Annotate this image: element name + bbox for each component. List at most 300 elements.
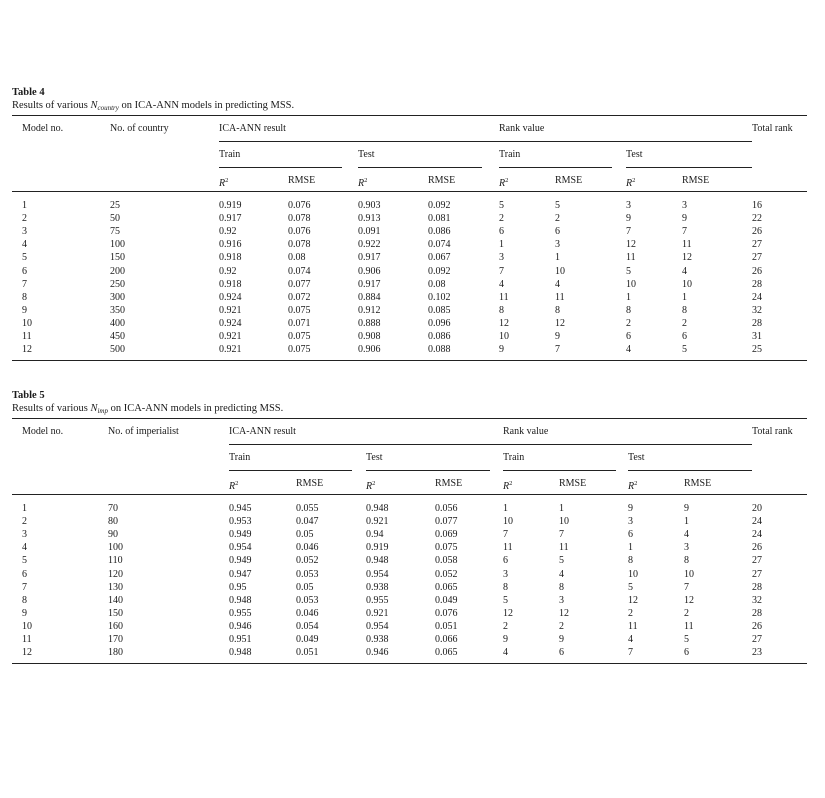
header-train-rank: Train: [499, 149, 521, 160]
table-cell: 12: [684, 594, 694, 606]
table-cell: 0.05: [296, 581, 314, 593]
table-cell: 0.919: [219, 200, 242, 211]
table-cell: 8: [626, 304, 631, 316]
table-cell: 3: [684, 542, 689, 554]
header-rank-value: Rank value: [503, 426, 549, 437]
table-cell: 26: [752, 542, 762, 554]
table-cell: 0.052: [296, 555, 319, 567]
table-cell: 0.086: [428, 226, 451, 238]
table-cell: 3: [559, 594, 564, 606]
table-cell: 0.086: [428, 331, 451, 342]
table-cell: 4: [626, 344, 631, 356]
table-cell: 0.05: [296, 529, 314, 541]
header-r-squared: [229, 478, 238, 493]
table-cell: 1: [555, 252, 560, 264]
table-cell: 12: [626, 239, 636, 251]
table-cell: 1: [684, 516, 689, 528]
table-cell: 6: [499, 226, 504, 238]
table-cell: 8: [503, 581, 508, 593]
table-cell: 6: [22, 265, 27, 277]
table-cell: 32: [752, 594, 762, 606]
table-cell: 0.95: [229, 581, 247, 593]
table-cell: 0.946: [229, 620, 252, 632]
table-cell: 0.047: [296, 516, 319, 528]
table-cell: 8: [499, 304, 504, 316]
table-cell: 7: [503, 529, 508, 541]
table-cell: 11: [626, 252, 636, 264]
header-bottom-rule: [12, 191, 807, 192]
table-cell: 0.955: [229, 607, 252, 619]
table-cell: 0.918: [219, 252, 242, 264]
table-cell: 3: [626, 200, 631, 211]
table-cell: 0.078: [288, 213, 311, 225]
table-cell: 25: [110, 200, 120, 211]
table-cell: 7: [22, 581, 27, 593]
table-cell: 0.953: [229, 516, 252, 528]
table-cell: 9: [22, 304, 27, 316]
table-cell: 0.918: [219, 278, 242, 290]
table-cell: 0.954: [366, 620, 389, 632]
table-cell: 0.946: [366, 647, 389, 659]
table-cell: 27: [752, 555, 762, 567]
table-cell: 3: [628, 516, 633, 528]
table-cell: 0.955: [366, 594, 389, 606]
table-cell: 0.076: [288, 226, 311, 238]
table-cell: 3: [499, 252, 504, 264]
table-cell: 28: [752, 278, 762, 290]
table-cell: 22: [752, 213, 762, 225]
top-rule: [12, 418, 807, 419]
table-cell: 4: [22, 542, 27, 554]
table-cell: 0.916: [219, 239, 242, 251]
table-cell: 2: [684, 607, 689, 619]
table-cell: 9: [559, 634, 564, 645]
header-model-no: Model no.: [22, 426, 64, 437]
table-cell: 0.954: [229, 542, 252, 554]
table-cell: 0.924: [219, 317, 242, 329]
table-cell: 11: [555, 291, 565, 303]
table-cell: 9: [555, 331, 560, 342]
table-cell: 20: [752, 503, 762, 514]
table-cell: 11: [22, 634, 32, 645]
table-cell: 300: [110, 291, 125, 303]
table-cell: 12: [628, 594, 638, 606]
group-rule: [229, 444, 752, 445]
subgroup-rule-train-rank: [503, 470, 616, 471]
table-cell: 0.075: [435, 542, 458, 554]
table-cell: 90: [108, 529, 118, 541]
table-cell: 0.921: [219, 331, 242, 342]
table-cell: 24: [752, 291, 762, 303]
table-cell: 10: [555, 265, 565, 277]
table-cell: 7: [684, 581, 689, 593]
header-param: No. of imperialist: [108, 426, 179, 437]
table-cell: 0.908: [358, 331, 381, 342]
table-cell: 2: [22, 516, 27, 528]
table-cell: 4: [555, 278, 560, 290]
r-squared-exponent: 2: [632, 177, 636, 184]
table-cell: 5: [499, 200, 504, 211]
table-cell: 0.053: [296, 594, 319, 606]
table-cell: 10: [684, 568, 694, 580]
table-cell: 0.076: [288, 200, 311, 211]
table-caption: [12, 99, 294, 115]
table-cell: 4: [499, 278, 504, 290]
r-squared-exponent: 2: [634, 480, 638, 487]
header-model-no: Model no.: [22, 123, 64, 134]
table-cell: 0.069: [435, 529, 458, 541]
header-test-result: Test: [366, 452, 383, 463]
r-squared-letter: R: [358, 178, 365, 189]
table-cell: 120: [108, 568, 123, 580]
header-r-squared: [219, 175, 228, 190]
r-squared-exponent: 2: [509, 480, 513, 487]
table-cell: 250: [110, 278, 125, 290]
table-cell: 0.065: [435, 647, 458, 659]
table-cell: 25: [752, 344, 762, 356]
table-cell: 11: [499, 291, 509, 303]
table-cell: 2: [555, 213, 560, 225]
caption-variable: N: [90, 100, 98, 111]
table-cell: 9: [682, 213, 687, 225]
table-cell: 0.096: [428, 317, 451, 329]
table-cell: 0.046: [296, 607, 319, 619]
table-cell: 0.917: [219, 213, 242, 225]
table-5: [12, 389, 807, 669]
table-cell: 0.088: [428, 344, 451, 356]
table-cell: 80: [108, 516, 118, 528]
table-cell: 27: [752, 239, 762, 251]
header-rmse: RMSE: [435, 478, 463, 489]
table-cell: 0.092: [428, 200, 451, 211]
table-cell: 0.067: [428, 252, 451, 264]
table-cell: 0.051: [296, 647, 319, 659]
table-cell: 5: [628, 581, 633, 593]
table-cell: 3: [22, 226, 27, 238]
table-cell: 23: [752, 647, 762, 659]
table-cell: 27: [752, 634, 762, 645]
table-cell: 0.08: [428, 278, 446, 290]
table-cell: 11: [503, 542, 513, 554]
group-rule: [219, 141, 752, 142]
table-cell: 4: [22, 239, 27, 251]
table-cell: 11: [559, 542, 569, 554]
table-cell: 400: [110, 317, 125, 329]
table-cell: 0.884: [358, 291, 381, 303]
table-cell: 3: [503, 568, 508, 580]
header-r-squared: [628, 478, 637, 493]
table-cell: 24: [752, 529, 762, 541]
table-cell: 0.948: [366, 503, 389, 514]
table-cell: 75: [110, 226, 120, 238]
table-cell: 0.072: [288, 291, 311, 303]
table-cell: 7: [682, 226, 687, 238]
table-cell: 2: [626, 317, 631, 329]
table-cell: 8: [682, 304, 687, 316]
table-cell: 6: [682, 331, 687, 342]
header-rank-value: Rank value: [499, 123, 545, 134]
table-cell: 6: [22, 568, 27, 580]
table-cell: 11: [628, 620, 638, 632]
table-cell: 0.071: [288, 317, 311, 329]
table-cell: 180: [108, 647, 123, 659]
table-cell: 7: [499, 265, 504, 277]
table-4: [12, 86, 807, 366]
table-cell: 12: [22, 344, 32, 356]
table-cell: 12: [499, 317, 509, 329]
caption-suffix: on ICA-ANN models in predicting MSS.: [118, 100, 295, 111]
header-total-rank: Total rank: [752, 426, 793, 437]
table-cell: 6: [555, 226, 560, 238]
r-squared-letter: R: [628, 481, 635, 492]
table-cell: 26: [752, 265, 762, 277]
r-squared-letter: R: [219, 178, 226, 189]
header-rmse: RMSE: [288, 175, 316, 186]
table-cell: 0.049: [296, 634, 319, 645]
table-cell: 0.94: [366, 529, 384, 541]
header-test-result: Test: [358, 149, 375, 160]
table-cell: 500: [110, 344, 125, 356]
table-cell: 0.949: [229, 555, 252, 567]
header-r-squared: [503, 478, 512, 493]
subgroup-rule-test-rank: [628, 470, 752, 471]
table-cell: 0.102: [428, 291, 451, 303]
table-cell: 11: [684, 620, 694, 632]
table-cell: 0.919: [366, 542, 389, 554]
caption-prefix: Results of various: [12, 403, 91, 414]
table-cell: 8: [628, 555, 633, 567]
bottom-rule: [12, 663, 807, 664]
table-cell: 4: [684, 529, 689, 541]
table-cell: 12: [555, 317, 565, 329]
table-cell: 2: [499, 213, 504, 225]
subgroup-rule-test-result: [366, 470, 490, 471]
table-cell: 150: [108, 607, 123, 619]
table-cell: 5: [682, 344, 687, 356]
table-cell: 9: [684, 503, 689, 514]
table-cell: 1: [503, 503, 508, 514]
table-caption: [12, 402, 283, 418]
table-cell: 200: [110, 265, 125, 277]
header-ica-ann: ICA-ANN result: [229, 426, 296, 437]
table-cell: 5: [559, 555, 564, 567]
table-cell: 0.903: [358, 200, 381, 211]
table-cell: 1: [682, 291, 687, 303]
table-cell: 4: [503, 647, 508, 659]
table-cell: 2: [22, 213, 27, 225]
table-cell: 350: [110, 304, 125, 316]
table-cell: 6: [559, 647, 564, 659]
table-cell: 0.066: [435, 634, 458, 645]
caption-suffix: on ICA-ANN models in predicting MSS.: [107, 403, 284, 414]
table-cell: 0.074: [428, 239, 451, 251]
r-squared-exponent: 2: [235, 480, 239, 487]
table-cell: 3: [682, 200, 687, 211]
r-squared-exponent: 2: [505, 177, 509, 184]
table-cell: 0.065: [435, 581, 458, 593]
table-cell: 0.052: [435, 568, 458, 580]
header-r-squared: [358, 175, 367, 190]
table-cell: 0.912: [358, 304, 381, 316]
table-cell: 0.075: [288, 304, 311, 316]
table-cell: 0.074: [288, 265, 311, 277]
table-cell: 0.054: [296, 620, 319, 632]
table-cell: 0.938: [366, 634, 389, 645]
subgroup-rule-train-rank: [499, 167, 612, 168]
table-cell: 10: [499, 331, 509, 342]
table-cell: 9: [503, 634, 508, 645]
header-rmse: RMSE: [555, 175, 583, 186]
header-train-result: Train: [229, 452, 251, 463]
table-cell: 12: [559, 607, 569, 619]
table-cell: 10: [503, 516, 513, 528]
subgroup-rule-test-rank: [626, 167, 752, 168]
table-cell: 7: [22, 278, 27, 290]
subgroup-rule-test-result: [358, 167, 482, 168]
table-cell: 1: [499, 239, 504, 251]
table-cell: 0.078: [288, 239, 311, 251]
table-cell: 5: [555, 200, 560, 211]
table-cell: 0.075: [288, 331, 311, 342]
subgroup-rule-train-result: [219, 167, 342, 168]
table-cell: 28: [752, 581, 762, 593]
table-cell: 6: [684, 647, 689, 659]
table-cell: 0.917: [358, 278, 381, 290]
table-cell: 27: [752, 568, 762, 580]
table-cell: 4: [628, 634, 633, 645]
table-cell: 8: [684, 555, 689, 567]
table-cell: 11: [22, 331, 32, 342]
header-rmse: RMSE: [559, 478, 587, 489]
table-cell: 0.921: [219, 344, 242, 356]
table-cell: 70: [108, 503, 118, 514]
header-total-rank: Total rank: [752, 123, 793, 134]
table-cell: 3: [22, 529, 27, 541]
table-cell: 3: [555, 239, 560, 251]
r-squared-letter: R: [366, 481, 373, 492]
header-param: No. of country: [110, 123, 169, 134]
r-squared-letter: R: [503, 481, 510, 492]
table-cell: 26: [752, 226, 762, 238]
table-cell: 9: [626, 213, 631, 225]
table-cell: 16: [752, 200, 762, 211]
table-cell: 4: [682, 265, 687, 277]
header-test-rank: Test: [626, 149, 643, 160]
table-cell: 8: [559, 581, 564, 593]
header-train-result: Train: [219, 149, 241, 160]
table-cell: 32: [752, 304, 762, 316]
table-cell: 0.051: [435, 620, 458, 632]
table-cell: 450: [110, 331, 125, 342]
table-cell: 10: [22, 620, 32, 632]
table-cell: 4: [559, 568, 564, 580]
table-cell: 0.091: [358, 226, 381, 238]
table-cell: 0.948: [229, 594, 252, 606]
table-cell: 0.077: [435, 516, 458, 528]
table-cell: 1: [628, 542, 633, 554]
table-cell: 130: [108, 581, 123, 593]
table-cell: 170: [108, 634, 123, 645]
table-cell: 2: [682, 317, 687, 329]
table-cell: 11: [682, 239, 692, 251]
table-cell: 5: [684, 634, 689, 645]
r-squared-exponent: 2: [372, 480, 376, 487]
table-cell: 160: [108, 620, 123, 632]
table-cell: 8: [22, 594, 27, 606]
caption-variable: N: [90, 403, 98, 414]
table-cell: 0.917: [358, 252, 381, 264]
top-rule: [12, 115, 807, 116]
header-test-rank: Test: [628, 452, 645, 463]
table-cell: 110: [108, 555, 123, 567]
header-r-squared: [366, 478, 375, 493]
table-cell: 10: [626, 278, 636, 290]
table-cell: 0.906: [358, 265, 381, 277]
table-cell: 5: [626, 265, 631, 277]
table-cell: 150: [110, 252, 125, 264]
table-cell: 1: [626, 291, 631, 303]
r-squared-exponent: 2: [364, 177, 368, 184]
table-cell: 0.951: [229, 634, 252, 645]
r-squared-letter: R: [229, 481, 236, 492]
table-cell: 0.076: [435, 607, 458, 619]
table-cell: 0.921: [366, 516, 389, 528]
table-cell: 2: [559, 620, 564, 632]
header-r-squared: [626, 175, 635, 190]
table-cell: 0.92: [219, 226, 237, 238]
header-ica-ann: ICA-ANN result: [219, 123, 286, 134]
table-cell: 0.948: [366, 555, 389, 567]
table-cell: 7: [559, 529, 564, 541]
table-cell: 0.949: [229, 529, 252, 541]
table-cell: 0.945: [229, 503, 252, 514]
table-cell: 10: [559, 516, 569, 528]
table-cell: 8: [22, 291, 27, 303]
table-cell: 0.092: [428, 265, 451, 277]
table-cell: 0.081: [428, 213, 451, 225]
table-cell: 1: [559, 503, 564, 514]
r-squared-exponent: 2: [225, 177, 229, 184]
table-cell: 140: [108, 594, 123, 606]
table-cell: 0.08: [288, 252, 306, 264]
header-r-squared: [499, 175, 508, 190]
table-cell: 1: [22, 503, 27, 514]
table-cell: 5: [22, 252, 27, 264]
table-cell: 12: [22, 647, 32, 659]
table-cell: 0.948: [229, 647, 252, 659]
table-cell: 6: [628, 529, 633, 541]
table-cell: 28: [752, 317, 762, 329]
table-cell: 28: [752, 607, 762, 619]
table-cell: 0.924: [219, 291, 242, 303]
table-cell: 12: [682, 252, 692, 264]
table-cell: 5: [503, 594, 508, 606]
table-title: Table 5: [12, 390, 45, 401]
header-rmse: RMSE: [682, 175, 710, 186]
table-cell: 10: [628, 568, 638, 580]
header-train-rank: Train: [503, 452, 525, 463]
table-cell: 0.921: [366, 607, 389, 619]
table-cell: 9: [628, 503, 633, 514]
table-cell: 0.913: [358, 213, 381, 225]
table-cell: 0.055: [296, 503, 319, 514]
caption-subscript: imp: [97, 407, 108, 415]
table-cell: 0.049: [435, 594, 458, 606]
table-cell: 0.085: [428, 304, 451, 316]
table-cell: 5: [22, 555, 27, 567]
table-cell: 7: [626, 226, 631, 238]
header-rmse: RMSE: [428, 175, 456, 186]
